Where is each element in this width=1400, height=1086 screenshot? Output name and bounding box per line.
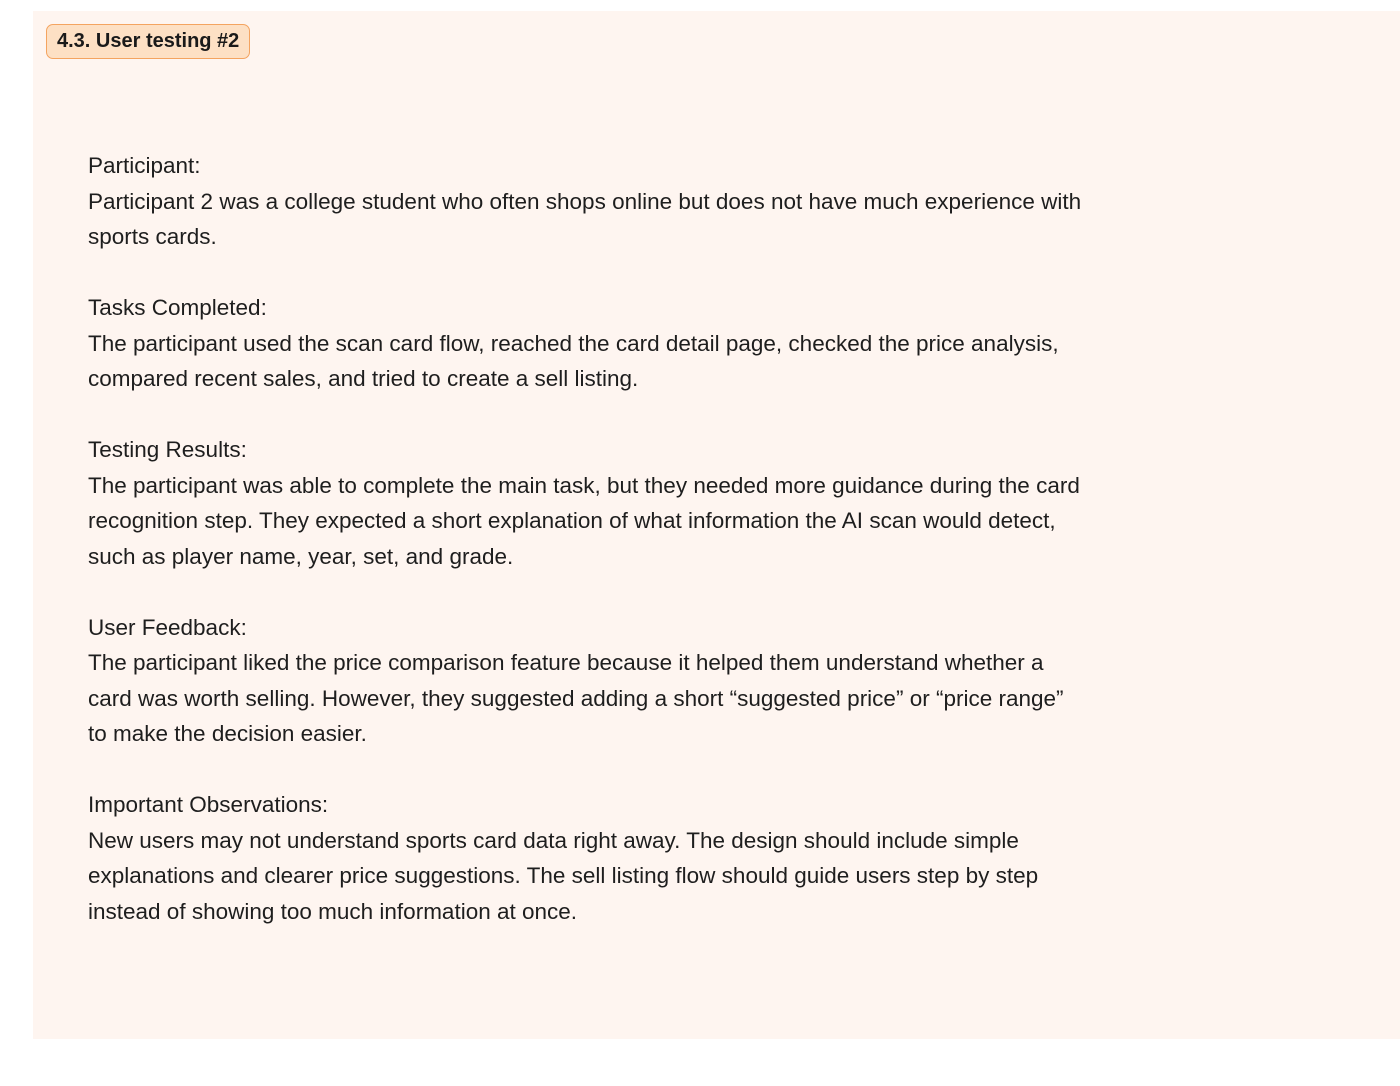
- block-heading: Tasks Completed:: [88, 295, 267, 320]
- block-heading: Important Observations:: [88, 792, 329, 817]
- block-body: Participant 2 was a college student who often shops online but does not have much experience with sports cards.: [88, 188, 1082, 249]
- block-body: The participant was able to complete the main task, but they needed more guidance during the card recognition step. They expected a short explanation of what information the AI scan would detect, such as player name, year, set, and grade.: [88, 472, 1080, 569]
- block-body: The participant used the scan card flow, reached the card detail page, checked the price analysis, compared recent sales, and tried to create a sell listing.: [88, 330, 1059, 391]
- block-body: New users may not understand sports card data right away. The design should include simple explanations and clearer price suggestions. The sell listing flow should guide users step by step instead of showing too much information at once.: [88, 827, 1039, 924]
- section-tag-label: 4.3. User testing #2: [57, 30, 240, 52]
- participant-block: [88, 148, 1088, 255]
- tasks-completed-block: [88, 290, 1088, 397]
- section-tag: [46, 24, 250, 59]
- testing-notes: [88, 148, 1088, 965]
- block-heading: Testing Results:: [88, 437, 247, 462]
- user-feedback-block: [88, 610, 1088, 752]
- block-heading: User Feedback:: [88, 614, 247, 640]
- block-heading: Participant:: [88, 153, 201, 178]
- important-observations-block: [88, 787, 1088, 929]
- block-body: The participant liked the price comparison feature because it helped them understand whether a card was worth selling. However, they suggested adding a short “suggested price” or “price range” to make the decision easier.: [88, 650, 1064, 746]
- testing-results-block: [88, 432, 1088, 574]
